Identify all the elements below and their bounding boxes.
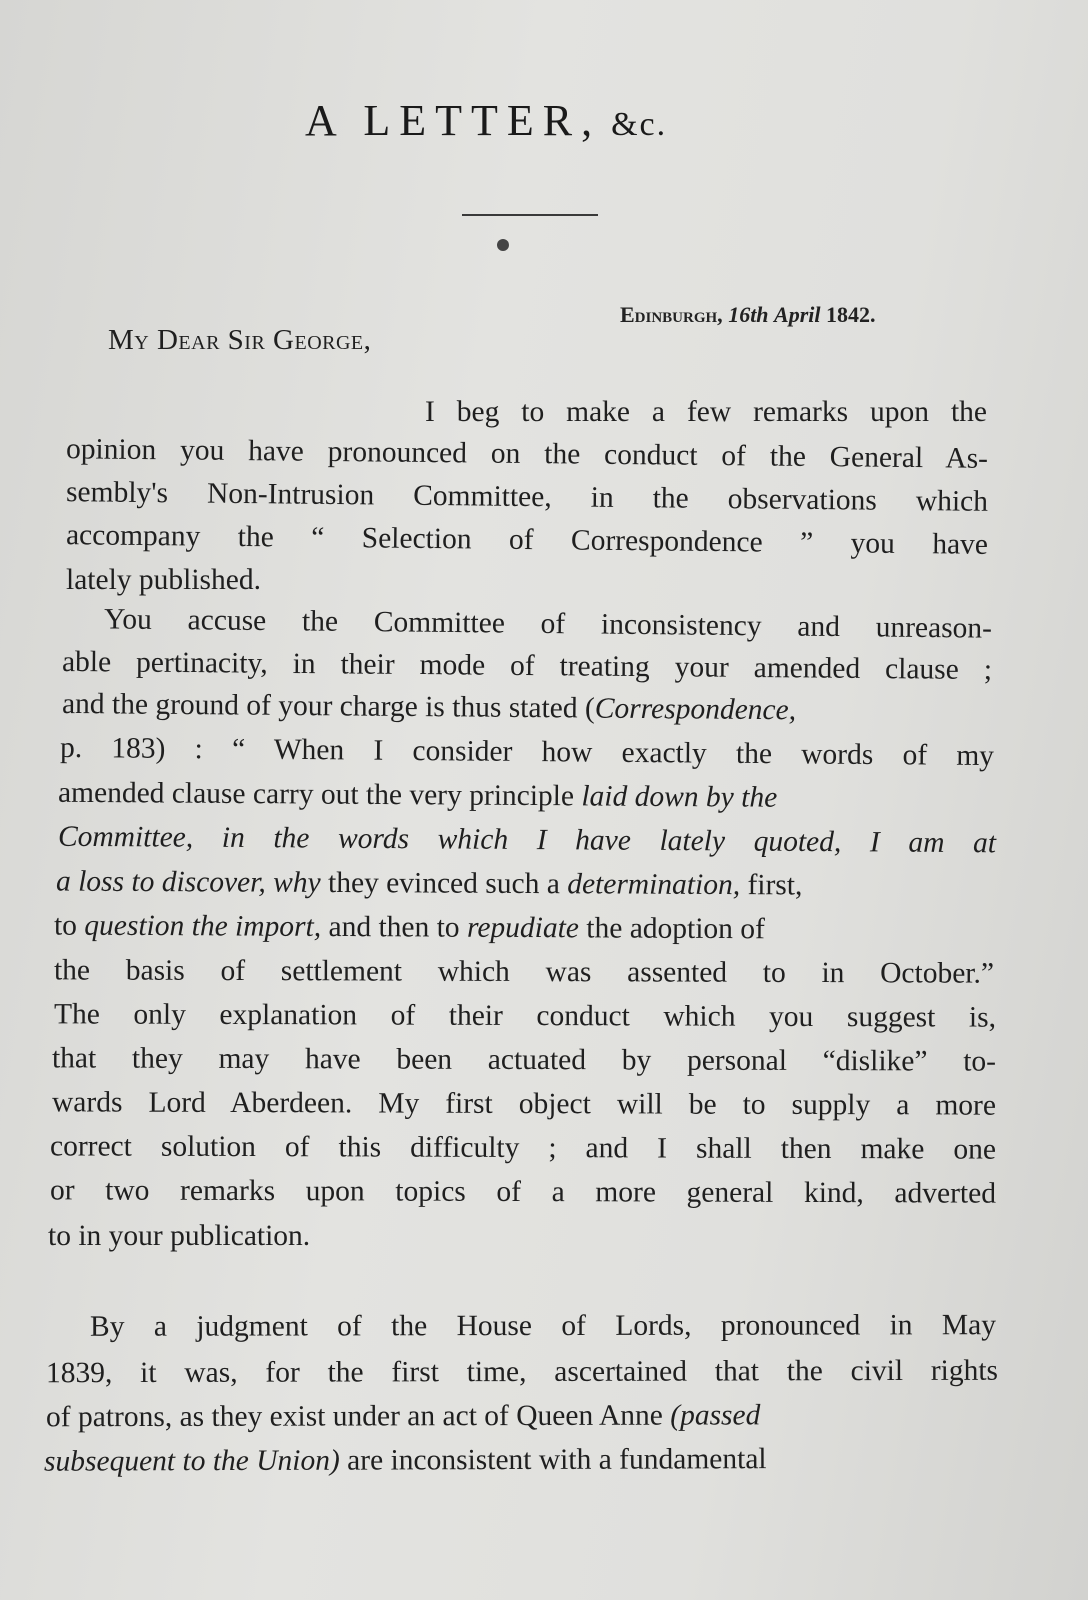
text-span: to <box>53 909 85 942</box>
title-text: A LETTER, <box>305 96 602 145</box>
title-suffix: &c. <box>611 106 668 143</box>
text-line <box>57 776 994 815</box>
dateline-year: 1842. <box>826 302 876 327</box>
italic-span: laid down by the <box>581 780 778 814</box>
page-title <box>305 95 775 146</box>
italic-span: (passed <box>670 1399 761 1432</box>
italic-span: subsequent to the Union) <box>43 1444 340 1478</box>
text-line: wards Lord Aberdeen. My first object will be to supply a more <box>51 1086 997 1122</box>
text-line: The only explanation of their conduct which you suggest is, <box>53 998 997 1034</box>
italic-span: repudiate <box>466 911 580 945</box>
text-span: first, <box>740 869 803 902</box>
text-line: 1839, it was, for the first time, ascertained that the civil rights <box>45 1354 999 1390</box>
text-span: amended clause carry out the very principle <box>57 776 582 813</box>
text-line: p. 183) : “ When I consider how exactly the words of my <box>59 731 995 773</box>
text-line: correct solution of this difficulty ; and I shall then make one <box>49 1130 997 1166</box>
dateline-day: 16th <box>728 302 769 327</box>
italic-span: a loss to discover, why <box>55 865 321 899</box>
dateline <box>620 302 876 328</box>
text-line: You accuse the Committee of inconsistency and unreason- <box>103 603 993 645</box>
text-line: I beg to make a few remarks upon the <box>425 396 987 428</box>
text-line: opinion you have pronounced on the conduct of the General As- <box>65 433 989 475</box>
text-span: are inconsistent with a fundamental <box>339 1443 767 1477</box>
text-line: that they may have been actuated by personal “dislike” to- <box>51 1042 997 1078</box>
text-line <box>46 1401 1000 1433</box>
text-span: they evinced such a <box>320 866 568 901</box>
text-line: lately published. <box>66 564 261 596</box>
italic-span: question the import, <box>84 909 322 943</box>
italic-span: Correspondence, <box>594 692 797 727</box>
text-span: and then to <box>321 910 468 944</box>
text-span: the adoption of <box>578 912 766 946</box>
text-line: sembly's Non-Intrusion Committee, in the observations which <box>65 476 989 518</box>
text-line <box>61 687 992 728</box>
text-line: able pertinacity, in their mode of treating your amended clause ; <box>61 645 993 687</box>
text-line <box>44 1444 1000 1477</box>
text-line: or two remarks upon topics of a more general kind, adverted <box>49 1174 997 1210</box>
salutation: My Dear Sir George, <box>108 324 372 356</box>
text-span: of patrons, as they exist under an act of Queen Anne <box>45 1399 671 1434</box>
text-line <box>53 909 996 946</box>
title-rule-divider <box>462 214 598 216</box>
italic-span: determination, <box>567 868 741 902</box>
text-line <box>55 865 996 902</box>
text-line: the basis of settlement which was assented to in October.” <box>53 954 995 990</box>
text-line: accompany the “ Selection of Correspondence ” you have <box>65 519 989 561</box>
text-line: By a judgment of the House of Lords, pronounced in May <box>89 1309 997 1343</box>
text-line: Committee, in the words which I have lately quoted, I am at <box>57 820 997 860</box>
text-line: to in your publication. <box>48 1220 311 1252</box>
dateline-month: April <box>774 302 821 327</box>
dateline-place: Edinburgh, <box>620 302 723 327</box>
text-span: and the ground of your charge is thus stated ( <box>61 687 595 725</box>
ornament-dot <box>497 239 509 251</box>
